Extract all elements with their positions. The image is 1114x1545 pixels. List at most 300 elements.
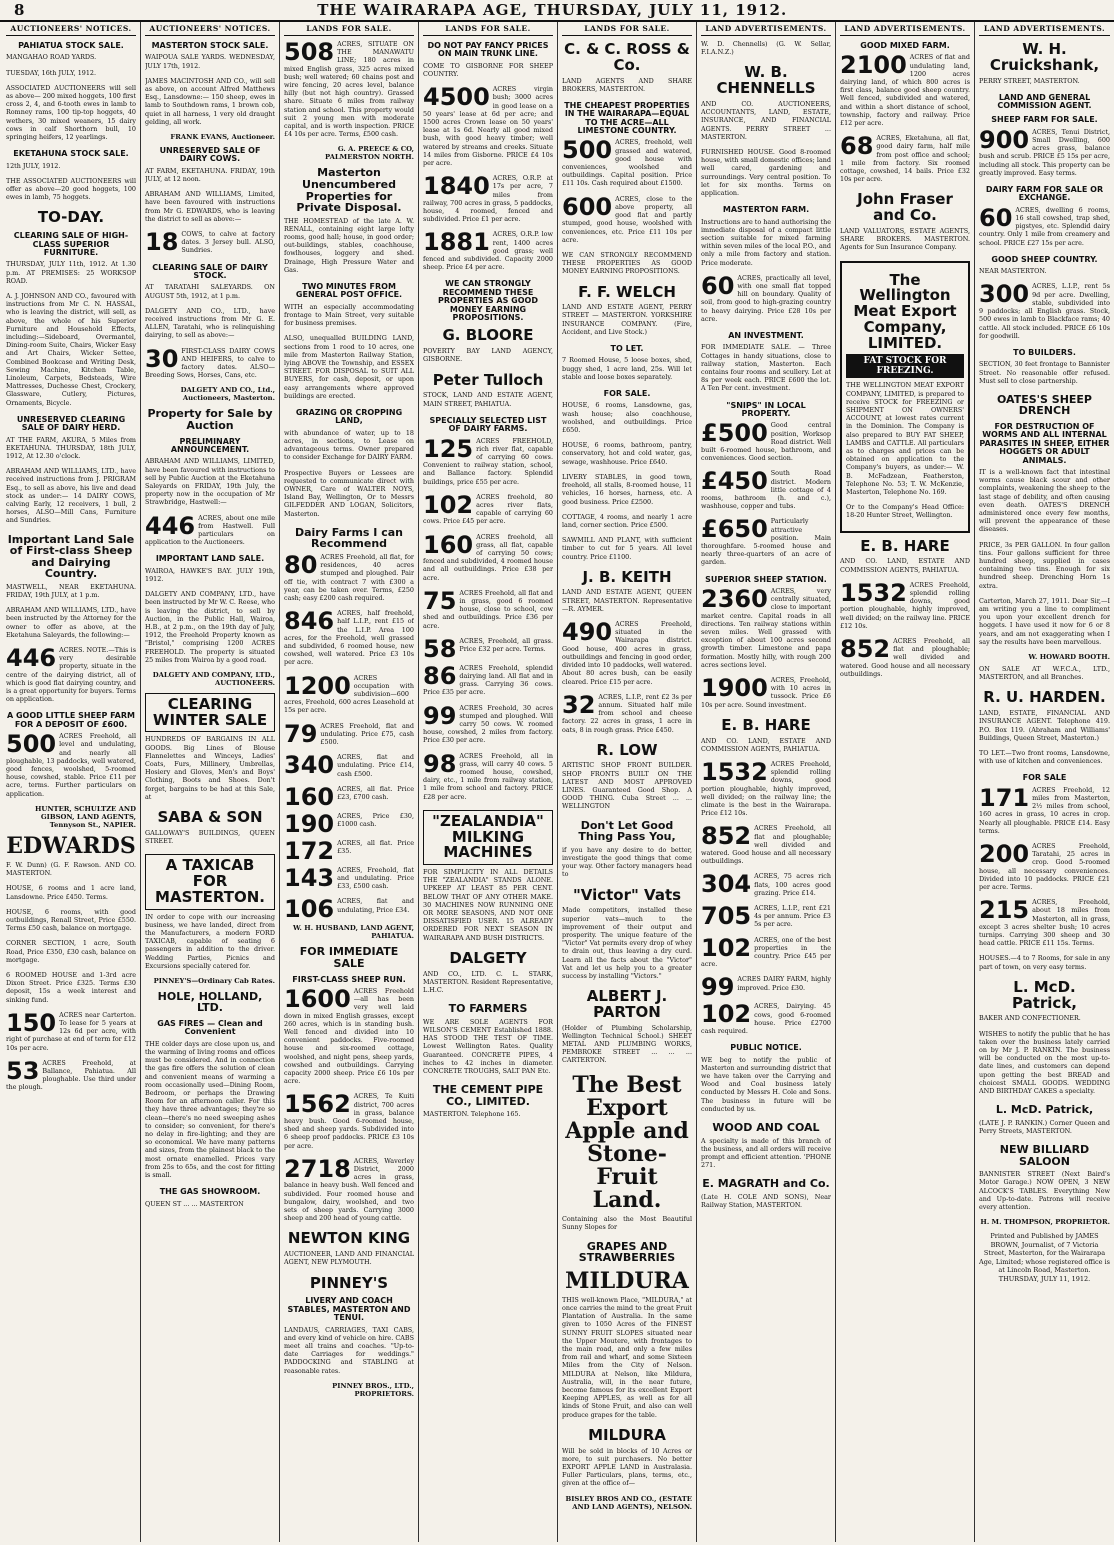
listing-text: W. D. Chennells) (G. W. Sellar, F.I.A.N.Z.) bbox=[701, 40, 831, 57]
listing-number: 2100 bbox=[840, 53, 907, 80]
ad-heading: "SNIPS" IN LOCAL PROPERTY. bbox=[726, 400, 806, 418]
listing bbox=[423, 664, 553, 700]
listing-number: 1200 bbox=[284, 673, 351, 700]
ad-heading: DALGETY bbox=[449, 948, 527, 967]
listing-text: ACRES, L.I.P., rent £2 3s per annum. Situated half mile from school and cheese factory. 22 acres in grass, 1 acre in oats, 8 in rough grass. Price £450. bbox=[562, 692, 692, 734]
listing-number: 79 bbox=[284, 721, 318, 748]
listing-text: ACRES Freehold, all flat and in grass, good 6 roomed house, close to school, cow shed and outbuildings. Price £36 per acre. bbox=[423, 588, 553, 630]
column-5 bbox=[558, 22, 697, 1542]
listing-text: PRICE, 3s PER GALLON. In four gallon tins. Four gallons sufficient for three hundred sheep, supplied in cases containing two tins. Enough for six hundred sheep. Drenching Horn 1s extra. bbox=[979, 540, 1110, 590]
listing-text: POVERTY BAY LAND AGENCY, GISBORNE. bbox=[423, 347, 553, 364]
listing bbox=[284, 1326, 414, 1378]
listing bbox=[145, 567, 275, 586]
listing-number: 160 bbox=[284, 784, 335, 808]
ad-heading: THE GAS SHOWROOM. bbox=[159, 1187, 261, 1197]
listing-number: 150 bbox=[6, 1010, 57, 1037]
listing-number: 1900 bbox=[701, 676, 768, 703]
listing bbox=[979, 1014, 1110, 1025]
listing bbox=[701, 100, 831, 144]
listing-text: DALGETY AND COMPANY, LTD., have been instructed by Mr W. C. Reese, who is leaving the district, to sell by Auction, in the Public Hall, Wairoa, H.B., at 2 p.m., on the 19th day of July, 1912, the Freehold Property known as "Bristol," comprising 1200 ACRES FREEHOLD. The property is situated 25 miles from Wairoa by a good road. bbox=[145, 590, 275, 664]
ad-heading: MILDURA bbox=[565, 1267, 689, 1294]
listing-text: ACRES Freehold, all level and undulating, and nearly all ploughable, 13 paddocks, well watered, good fences, woolshed, 5-roomed house, cowshed, stable. Price £11 per acre, terms. Further particulars on application. bbox=[6, 732, 136, 798]
listing bbox=[979, 749, 1110, 768]
listing-text: ABRAHAM AND WILLIAMS, LTD., have been instructed by the Attorney for the owner to offer as above, at the Eketahuna Saleyards, the following:— bbox=[6, 606, 136, 639]
listing-text: AND CO. LAND, ESTATE AND COMMISSION AGENTS, PAHIATUA. bbox=[701, 736, 831, 753]
listing bbox=[701, 274, 831, 326]
listing-number: 86 bbox=[423, 663, 457, 690]
ad-heading: TO BUILDERS. bbox=[1013, 347, 1076, 357]
listing bbox=[562, 473, 692, 509]
listing bbox=[145, 829, 275, 848]
listing bbox=[979, 842, 1110, 894]
listing-text: BAKER AND CONFECTIONER. bbox=[979, 1014, 1081, 1023]
listing bbox=[701, 676, 831, 712]
listing-number: 500 bbox=[6, 732, 57, 759]
listing-text: 6 ROOMED HOUSE and 1-3rd acre Dixon Street. Price £325. Terms £30 deposit, 15s a week interest and sinking fund. bbox=[6, 970, 136, 1004]
listing-text: MASTERTON. Telephone 165. bbox=[423, 1110, 521, 1119]
listing bbox=[284, 812, 414, 835]
listing-text: WE CAN STRONGLY RECOMMEND THESE PROPERTIES AS GOOD MONEY EARNING PROPOSITIONS. bbox=[562, 250, 692, 276]
listing-text: ARTISTIC SHOP FRONT BUILDER. SHOP FRONTS BUILT ON THE LATEST AND MOST APPROVED LINES. Guaranteed Good Shop. A GOOD THING. Cuba Street ... ... WELLINGTON bbox=[562, 761, 692, 811]
listing-number: 99 bbox=[701, 975, 735, 999]
listing-text: ACRES Freehold, splendid rolling downs, good portion ploughable, highly improved, well divided; on the railway line. PRICE £12 10s. bbox=[840, 580, 970, 630]
column-heading: AUCTIONEERS' NOTICES. bbox=[6, 24, 136, 36]
listing-number: 846 bbox=[284, 609, 335, 636]
boxed-advertisement bbox=[840, 261, 970, 533]
listing bbox=[701, 469, 831, 513]
newspaper-title: THE WAIRARAPA AGE, THURSDAY, JULY 11, 1912. bbox=[317, 1, 788, 19]
advertiser-signature: FRANK EVANS, Auctioneer. bbox=[170, 133, 275, 142]
column-heading: LAND ADVERTISEMENTS. bbox=[701, 24, 831, 36]
listing-number: 171 bbox=[979, 785, 1030, 812]
listing bbox=[6, 1059, 136, 1095]
column-8 bbox=[975, 22, 1114, 1542]
listing-text: COME TO GISBORNE FOR SHEEP COUNTRY. bbox=[423, 61, 553, 78]
listing-number: 490 bbox=[562, 620, 613, 647]
ad-heading: MASTERTON FARM. bbox=[722, 205, 810, 215]
listing bbox=[423, 174, 553, 226]
listing-text: FURNISHED HOUSE. Good 8-roomed house, with small domestic offices; land well cared, gardening and surroundings. Very central position. To let for six months. Terms on application. bbox=[701, 147, 831, 197]
listing-text: THE ASSOCIATED AUCTIONEERS will offer as above—20 good hoggets, 100 ewes in lamb, 75 hoggets. bbox=[6, 176, 136, 202]
listing bbox=[846, 381, 964, 499]
listing-text: ACRES, L.I.P., rent 5s 9d per acre. Dwelling, stable, subdivided into 9 paddocks; all English grass. Stock, 500 ewes in lamb to Blackface rams; 40 cattle. All stock included. PRICE £6 10s for goodwill. bbox=[979, 282, 1110, 340]
listing-text: ACRES, Waverley District, 2000 acres in grass, balance in heavy bush. Well fenced and subdivided. Four roomed house and bungalow, dairy, woolshed, and two sets of sheep yards. Carrying 3000 sheep and 200 head of young cattle. bbox=[284, 1156, 414, 1223]
listing bbox=[6, 583, 136, 602]
listing bbox=[979, 128, 1110, 180]
listing-number: 1840 bbox=[423, 174, 490, 201]
listing-text: FOR IMMEDIATE SALE. — Three Cottages in handy situations, close to railway station, Masterton. Each contains four rooms and scullery. Let at 8s per week each. PRICE £600 the lot. A Ten Per cent. investment. bbox=[701, 343, 831, 393]
listing bbox=[145, 1040, 275, 1182]
listing-text: ACRES Freehold, all in grass, will carry 40 cows. 5 roomed house, cowshed, dairy, etc., 1 mile from railway station, 1 mile from school and factory. PRICE £28 per acre. bbox=[423, 751, 553, 801]
listing bbox=[284, 785, 414, 808]
listing-text: AND CO. AUCTIONEERS, ACCOUNTANTS, LAND, ESTATE, INSURANCE, AND FINANCIAL AGENTS. PERRY STREET ... MASTERTON. bbox=[701, 99, 831, 141]
listing bbox=[145, 283, 275, 302]
listing bbox=[423, 493, 553, 529]
listing bbox=[6, 84, 136, 144]
listing-text: ACRES Freehold—all has been very well laid down in mixed English grasses, except 260 acres, which is in standing bush. Well fenced and divided into 10 convenient paddocks. Five-roomed house and six-roomed cottage, woolshed, and night pens, sheep yards, cowshed and outbuildings. Carrying capacity 2000 sheep. Price £6 10s per acre. bbox=[284, 986, 414, 1086]
page-columns bbox=[2, 22, 1112, 1542]
ad-heading: WE CAN STRONGLY RECOMMEND THESE PROPERTIES AS GOOD MONEY EARNING PROPOSITIONS. bbox=[438, 279, 538, 323]
listing bbox=[284, 1250, 414, 1269]
listing bbox=[701, 343, 831, 395]
listing-text: ACRES freehold, 80 acres river flats, capable of carrying 60 cows. Price £45 per acre. bbox=[423, 492, 553, 526]
advertiser-signature: PINNEY'S—Ordinary Cab Rates. bbox=[153, 976, 275, 985]
listing bbox=[6, 908, 136, 936]
listing-text: DALGETY AND CO., LTD., have received instructions from Mr G. E. ALLEN, Taratahi, who is relinquishing dairying, to sell as above:— bbox=[145, 306, 275, 340]
listing bbox=[423, 970, 553, 998]
listing bbox=[284, 303, 414, 331]
ad-heading: GOOD SHEEP COUNTRY. bbox=[991, 254, 1098, 264]
ad-heading: LAND AND GENERAL COMMISSION AGENT. bbox=[997, 92, 1092, 111]
listing-text: LAND AND ESTATE AGENT, PERRY STREET — MASTERTON. YORKSHIRE INSURANCE COMPANY. (Fire, Accident, and Live Stock.) bbox=[562, 303, 692, 336]
ad-heading: FOR SALE. bbox=[603, 389, 651, 399]
listing-text: SAWMILL AND PLANT, with sufficient timber to cut for 5 years. All level country. Price £1100. bbox=[562, 536, 692, 561]
ad-heading: E. MAGRATH and Co. bbox=[702, 1177, 830, 1191]
listing-number: 106 bbox=[284, 897, 335, 921]
listing-text: South Road district. Modern little cottage of 4 rooms, bathroom (h. and c.), washhouse, copper and tubs. bbox=[701, 469, 831, 511]
listing-text: ACRES Freehold, all flat and ploughable; well divided and watered. Good house and all necessary outbuildings. bbox=[840, 636, 970, 678]
listing bbox=[562, 356, 692, 384]
listing-text: ACRES Freehold, all flat and ploughable; well divided and watered. Good house and all necessary outbuildings. bbox=[701, 824, 831, 866]
listing-text: TUESDAY, 16th JULY, 1912. bbox=[6, 68, 97, 77]
column-6 bbox=[697, 22, 836, 1542]
listing-text: ABRAHAM AND WILLIAMS, LIMITED, have been favoured with instructions to sell by Public Auction at the Eketahuna Saleyards on FRIDAY, 19th July, the property now in the occupation of Mr Strawbridge, Hastwell:— bbox=[145, 457, 275, 507]
listing-text: LANDAUS, CARRIAGES, TAXI CABS, and every kind of vehicle on hire. CABS meet all trains and coaches. "Up-to-date Carriages for weddings." PADDOCKING and STABLING at reasonable rates. bbox=[284, 1325, 414, 1375]
listing-text: ACRES DAIRY FARM, highly improved. Price £30. bbox=[737, 975, 831, 992]
ad-heading: SUPERIOR SHEEP STATION. bbox=[705, 574, 827, 584]
listing-text: LAND AND ESTATE AGENT, QUEEN STREET, MASTERTON. Representative—R. AYMER. bbox=[562, 588, 692, 613]
listing bbox=[701, 1056, 831, 1116]
listing bbox=[701, 421, 831, 465]
listing bbox=[284, 866, 414, 894]
listing bbox=[6, 606, 136, 642]
advertiser-signature: DALGETY AND CO., Ltd., Auctioneers, Masterton. bbox=[180, 386, 275, 403]
listing bbox=[979, 1030, 1110, 1099]
listing-text: MASTWELL, NEAR EKETAHUNA. FRIDAY, 19th JULY, at 1 p.m. bbox=[6, 582, 136, 599]
listing bbox=[423, 637, 553, 660]
listing-text: A. J. JOHNSON AND CO., favoured with instructions from Mr C. N. HASSAL, who is leaving the district, will sell, as above, the whole of his Superior Furniture and Household Effects, including:—Sideboard, Overmantel, Dining-room Suite, Chairs, Wicker Easy and Art Chairs, Wicker Settee, Combined Bookcase and Writing Desk, Sewing Machine, Kitchen Table, Linoleum, Carpets, Bedsteads, Wire Mattresses, Duchesse Chest, Crockery, Glassware, Cutlery, Pictures, Ornaments, Bicycle. bbox=[6, 291, 136, 407]
listing-text: THURSDAY, JULY 11th, 1912. At 1.30 p.m. AT PREMISES: 25 WORKSOP ROAD. bbox=[6, 260, 136, 285]
ad-heading: A TAXICAB FOR MASTERTON. bbox=[145, 854, 275, 909]
ad-heading: FOR IMMEDIATE SALE bbox=[299, 945, 399, 970]
listing-text: ACRES, all flat. Price £23, £700 cash. bbox=[337, 784, 414, 802]
listing-text: ON SALE AT W.F.C.A., LTD., MASTERTON, and all Branches. bbox=[979, 665, 1110, 682]
listing-text: HOUSE, 6 rooms, bathroom, pantry, conservatory, hot and cold water, gas, sewage, washhouse. Price £640. bbox=[562, 441, 692, 466]
listing-number: 215 bbox=[979, 898, 1030, 925]
listing bbox=[979, 360, 1110, 388]
listing-text: ACRES, O.R.P. at 17s per acre, 7 miles from railway, 700 acres in grass, 5 paddocks, house, 4 roomed, fenced and subdivided. Price £1 per acre. bbox=[423, 174, 553, 224]
listing-text: ACRES Freehold, all flat, for residences, 40 acres stumped and ploughed. Pair off tie, with contract 7 with £300 a year, can be taken over. Terms, £250 cash; easy £200 cash required. bbox=[284, 552, 414, 602]
listing bbox=[979, 1119, 1110, 1138]
listing-text: JAMES MACINTOSH AND CO., will sell as above, on account Alfred Matthews Esq., Lansdowne:— 150 sheep, ewes in lamb to Southdown rams, 1 brown cob, quiet in all harness, 1 very old draught gelding, all work. bbox=[145, 76, 275, 126]
listing bbox=[423, 437, 553, 489]
listing bbox=[562, 1296, 692, 1422]
listing-text: ALSO, unequalled BUILDING LAND, sections from 1 rood to 10 acres, one mile from Masterton Railway Station, lying ABOVE the Township, and ESSEX STREET. FOR DISPOSAL to SUIT ALL BUYERS, for cash, deposit, or upon easy arrangements where approved buildings are erected. bbox=[284, 334, 414, 400]
ad-heading: GRAPES AND STRAWBERRIES bbox=[578, 1239, 676, 1265]
listing-number: 68 bbox=[840, 134, 874, 161]
listing-number: 4500 bbox=[423, 85, 490, 112]
listing bbox=[145, 307, 275, 343]
listing-text: BANNISTER STREET (Next Baird's Motor Garage.) NOW OPEN, 3 NEW ALCOCK'S TABLES. Everything New and Up-to-date. Patrons will receive every attention. bbox=[979, 1170, 1110, 1212]
listing-text: Instructions are to hand authorising the immediate disposal of a compact little section suitable for mixed farming within seven miles of the local P.O., and only a mile from factory and station. Price moderate. bbox=[701, 217, 831, 267]
listing-text: AND CO., LTD. C. L. STARK, MASTERTON. Resident Representative, L.H.C. bbox=[423, 969, 553, 995]
listing-text: LAND VALUATORS, ESTATE AGENTS, SHARE BROKERS. MASTERTON. Agents for Sun Insurance Company. bbox=[840, 226, 970, 252]
listing-number: 53 bbox=[6, 1058, 40, 1085]
listing bbox=[701, 824, 831, 868]
page-number: 8 bbox=[14, 1, 25, 19]
listing bbox=[562, 536, 692, 564]
listing bbox=[284, 674, 414, 718]
listing bbox=[145, 590, 275, 667]
listing bbox=[562, 588, 692, 616]
listing-number: 80 bbox=[284, 552, 318, 579]
listing-text: AUCTIONEER, LAND AND FINANCIAL AGENT, NEW PLYMOUTH. bbox=[284, 1250, 414, 1267]
listing bbox=[562, 906, 692, 983]
listing-text: WE ARE SOLE AGENTS FOR WILSON'S CEMENT Established 1888. HAS STOOD THE TEST OF TIME. Lowest Wellington Rates. Quality Guaranteed. CONCRETE PIPES, 4 inches to 42 inches in diameter. CONCRETE TROUGHS, SALT PAN Etc. bbox=[423, 1017, 553, 1076]
listing-text: ABRAHAM AND WILLIAMS, Limited, have been favoured with instructions from Mr G. EDWARDS, who is leaving the district to sell as above:— bbox=[145, 190, 275, 223]
listing-number: 304 bbox=[701, 872, 752, 899]
listing bbox=[6, 1011, 136, 1055]
listing-text: AT FARM, EKETAHUNA. FRIDAY, 19th JULY, at 12 noon. bbox=[145, 166, 275, 183]
listing bbox=[6, 884, 136, 903]
listing-text: LIVERY STABLES, in good town, freehold, all stalls, 8-roomed house, 11 vehicles, 16 horses, harness, etc. A good business. Price £2500. bbox=[562, 472, 692, 506]
listing-text: IT is a well-known fact that intestinal worms cause black scour and other complaints, weakening the sheep to the last stage of debility, and often causing even death. OATES'S DRENCH administered once every few months, will prevent the appearance of these diseases. bbox=[979, 467, 1110, 534]
listing-number: 340 bbox=[284, 753, 335, 780]
column-heading: LANDS FOR SALE. bbox=[423, 24, 553, 36]
listing bbox=[145, 1200, 275, 1211]
listing bbox=[701, 40, 831, 59]
listing-text: FOR SIMPLICITY IN ALL DETAILS THE "ZEALANDIA" STANDS ALONE. UPKEEP AT LEAST 85 PER CENT. BELOW THAT OF ANY OTHER MAKE. 30 MACHINES NOW RUNNING ONE OR MORE SEASONS, AND NOT ONE DISSATISFIED USER. 15 ALREADY ORDERED FOR NEXT SEASON IN WAIRARAPA AND BUSH DISTRICTS. bbox=[423, 868, 553, 942]
column-3 bbox=[280, 22, 419, 1542]
listing bbox=[701, 1193, 831, 1212]
listing bbox=[979, 282, 1110, 342]
ad-heading: J. B. KEITH bbox=[582, 567, 672, 586]
listing bbox=[145, 735, 275, 804]
listing bbox=[284, 987, 414, 1088]
listing-number: 446 bbox=[145, 513, 196, 540]
listing-text: ACRES Freehold, 30 acres stumped and ploughed. Will carry 50 cows. W. roomed house, cowshed, 2 miles from factory. Price £30 per acre. bbox=[423, 703, 553, 745]
listing-text: COWS, to calve at factory dates. 3 Jersey bull. ALSO, Sundries. bbox=[181, 230, 275, 255]
listing-number: 102 bbox=[701, 1002, 752, 1029]
ad-heading: NEW BILLIARD SALOON bbox=[999, 1143, 1090, 1168]
listing-text: HOUSE, 6 rooms, Lansdowne, gas, wash house; also coachhouse, woolshed, and outbuildings. Price £650. bbox=[562, 401, 692, 435]
ad-heading: The Best Export Apple and Stone-Fruit Land. bbox=[565, 1071, 689, 1214]
listing-text: with abundance of water, up to 18 acres, in sections, to Lease on advantageous terms. Owner prepared to consider Exchange for DAIRY FARM. bbox=[284, 428, 414, 462]
ad-heading: CLEARING SALE OF HIGH-CLASS SUPERIOR FURNITURE. bbox=[13, 231, 129, 257]
advertiser-signature: BISLEY BROS AND CO., (ESTATE AND LAND AGENTS), NELSON. bbox=[565, 1494, 692, 1511]
listing-number: 99 bbox=[423, 703, 457, 730]
ad-heading: TO FARMERS bbox=[448, 1002, 528, 1016]
ad-heading: ALBERT J. PARTON bbox=[586, 987, 668, 1021]
listing bbox=[840, 53, 970, 130]
listing-text: HOUSE, 6 rooms, with good outbuildings, Renall Street, Price £550. Terms £50 cash, balance on mortgage. bbox=[6, 907, 136, 933]
ad-heading: R. LOW bbox=[596, 740, 658, 759]
listing bbox=[701, 148, 831, 200]
listing bbox=[979, 77, 1110, 88]
listing-text: PERRY STREET, MASTERTON. bbox=[979, 76, 1080, 85]
listing-text: ACRES, Dairying. 45 cows, good 6-roomed house. Price £2700 cash required. bbox=[701, 1002, 831, 1036]
listing-text: THIS well-known Place, "MILDURA," at once carries the mind to the great Fruit Plantation of Australia. In the same given to 1050 Acres of the FINEST SUNNY FRUIT SLOPES situated near the Upper Moutere, with frontages to the main road, and only a few miles from rail and wharf, and some Sixteen Miles from the City of Nelson. MILDURA at Nelson, like Mildura, Australia, will, in the near future, become famous for its excellent Export Keeping APPLES, as well as for all kinds of Stone Fruit, and also can well produce grapes for the table. bbox=[562, 1295, 692, 1419]
listing-number: 1600 bbox=[284, 986, 351, 1013]
listing-text: COTTAGE, 4 rooms, and nearly 1 acre land, corner section. Price £500. bbox=[562, 512, 692, 529]
listing-number: 1532 bbox=[840, 580, 907, 607]
listing-text: ACRES, practically all level, with one small flat topped hill on boundary. Quality of soil, from good to high-grazing country to heavy dairying. Price £28 10s per acre. bbox=[701, 273, 831, 323]
ad-heading: PRELIMINARY ANNOUNCEMENT. bbox=[170, 436, 250, 454]
listing-number: 2360 bbox=[701, 587, 768, 613]
ad-heading: The Wellington Meat Export Company, LIMITED. bbox=[853, 270, 957, 352]
listing bbox=[284, 753, 414, 781]
listing-number: 1532 bbox=[701, 760, 768, 786]
listing bbox=[6, 162, 136, 173]
listing-text: ACRES. NOTE.—This is very desirable property, situate in the centre of the dairying district, all of which is good flat dairying country, and is a great opportunity for buyers. Terms on application. bbox=[6, 646, 136, 704]
listing bbox=[979, 786, 1110, 838]
listing bbox=[284, 553, 414, 605]
listing-number: 30 bbox=[145, 346, 179, 373]
advertiser-signature: W. HOWARD BOOTH. bbox=[1028, 653, 1110, 662]
listing-number: 125 bbox=[423, 436, 474, 463]
listing-text: WITH an especially accommodating frontage to Main Street, very suitable for business premises. bbox=[284, 302, 414, 328]
listing-number: 172 bbox=[284, 838, 335, 862]
listing-text: ACRES Freehold, at Ballance, Pahiatua. All ploughable. Use third under the plough. bbox=[6, 1058, 136, 1092]
ad-heading: SPECIALLY SELECTED LIST OF DAIRY FARMS. bbox=[429, 415, 547, 434]
listing-text: Or to the Company's Head Office: 18-20 Hunter Street, Wellington. bbox=[846, 503, 964, 520]
listing-number: 852 bbox=[701, 824, 752, 851]
listing-number: 190 bbox=[284, 811, 335, 835]
ad-heading: L. McD. Patrick, bbox=[1012, 977, 1077, 1012]
listing-text: WE beg to notify the public of Masterton and surrounding district that we have taken over the Carrying and Wood and Coal business lately conducted by Messrs H. Cole and Sons. The business in future will be conducted by us. bbox=[701, 1055, 831, 1113]
listing bbox=[840, 557, 970, 576]
listing-number: 18 bbox=[145, 230, 179, 257]
listing-text: A specialty is made of this branch of the business, and all orders will receive prompt and efficient attention. 'PHONE 271. bbox=[701, 1136, 831, 1170]
ad-heading: TO LET. bbox=[610, 344, 644, 354]
listing bbox=[979, 597, 1110, 649]
listing bbox=[701, 975, 831, 998]
ad-heading: GAS FIRES — Clean and Convenient bbox=[157, 1019, 263, 1037]
listing-number: 508 bbox=[284, 40, 335, 66]
ad-heading: F. F. WELCH bbox=[578, 282, 676, 301]
listing bbox=[562, 513, 692, 532]
listing bbox=[145, 77, 275, 129]
listing bbox=[979, 709, 1110, 745]
listing bbox=[979, 206, 1110, 250]
listing bbox=[840, 581, 970, 633]
listing-number: 60 bbox=[979, 205, 1013, 232]
listing-number: 1562 bbox=[284, 1092, 351, 1119]
listing bbox=[145, 190, 275, 226]
listing-text: ACRES of flat and undulating land, 1200 acres dairying land, of which 800 acres is first class, balance good sheep country. Well fenced, subdivided and watered, and within a short distance of school, township, factory and railway. Price £12 per acre. bbox=[840, 53, 970, 128]
listing-text: AT THE FARM, AKURA, 5 Miles from EKETAHUNA. THURSDAY, 18th JULY, 1912, At 12.30 o'clock. bbox=[6, 435, 136, 460]
listing-number: 160 bbox=[423, 532, 474, 559]
listing-text: ABRAHAM AND WILLIAMS, LTD., have received instructions from J. PRIGRAM Esq., to sell as above, his live and dead stock as under:— 14 DAIRY COWS, calving Early, 12 receivers, 1 bull, 2 horses, ALSO—Mill Cans, Furniture and Sundries. bbox=[6, 467, 136, 525]
listing-text: ACRES, Freehold, all grass. Price £32 per acre. Terms. bbox=[459, 636, 553, 653]
listing bbox=[562, 195, 692, 247]
listing-number: 98 bbox=[423, 751, 457, 778]
listing-text: ACRES, very centrally situated, close to important market centre. Capital roads in all directions. Ten railway stations within seven miles. Well grassed with exception of about 100 acres second growth timber. Limestone and papa formation. Mostly hilly, with rough 200 acres sections level. bbox=[701, 587, 831, 669]
listing bbox=[701, 872, 831, 900]
ad-heading: FIRST-CLASS SHEEP RUN. bbox=[292, 974, 406, 984]
ad-heading: Important Land Sale of First-class Sheep and Dairying Country. bbox=[7, 532, 135, 581]
advertiser-signature: PINNEY BROS., LTD., PROPRIETORS. bbox=[332, 1381, 414, 1398]
ad-heading: UNRESERVED SALE OF DAIRY COWS. bbox=[159, 146, 261, 164]
ad-heading: Dairy Farms I can Recommend bbox=[294, 525, 403, 551]
listing bbox=[423, 704, 553, 748]
listing-number: 900 bbox=[979, 127, 1030, 154]
ad-heading: Don't Let Good Thing Pass You, bbox=[578, 818, 676, 844]
ad-heading: MASTERTON STOCK SALE. bbox=[151, 41, 269, 50]
listing bbox=[979, 468, 1110, 537]
listing bbox=[423, 85, 553, 170]
listing-text: Made competitors, installed these superior vats—much to the improvement of their output and prosperity. The unique feature of the "Victor" Vat permits every drop of whey to drain out, thus leaving a dry curd. Learn all the facts about the "Victor" Vat and let us help you to a greater success by installing "Victors." bbox=[562, 906, 692, 980]
listing-text: GALLOWAY'S BUILDINGS, QUEEN STREET. bbox=[145, 828, 275, 846]
listing bbox=[701, 1137, 831, 1173]
listing-text: LAND, ESTATE, FINANCIAL AND INSURANCE AGENT. Telephone 419. P.O. Box 119. (Abraham and Williams' Buildings, Queen Street, Masterton.) bbox=[979, 709, 1110, 742]
listing bbox=[6, 732, 136, 801]
listing bbox=[145, 230, 275, 258]
ad-heading: GOOD MIXED FARM. bbox=[860, 41, 950, 50]
listing bbox=[6, 69, 136, 80]
listing bbox=[6, 436, 136, 464]
listing-text: FIRST-CLASS DAIRY COWS AND HEIFERS, to calve to factory dates. ALSO—Breeding Sows, Horses, Cans, etc. bbox=[145, 346, 275, 380]
listing-text: (LATE J. P. RANKIN.) Corner Queen and Perry Streets, MASTERTON. bbox=[979, 1118, 1110, 1135]
listing-text: WISHES to notify the public that he has taken over the business lately carried on by Mr J. P. RANKIN. The business will be conducted on the most up-to-date lines, and customers can depend upon getting the best BREAD and choicest SMALL GOODS. WEDDING AND BIRTHDAY CAKES a specialty. bbox=[979, 1029, 1110, 1095]
imprint-footer: Printed and Published by JAMES BROWN, Journalist, of 7 Victoria Street, Masterton, for the Wairarapa Age, Limited; whose registered office is at Lincoln Road, Masterton. THURSDAY, JULY 11, 1912. bbox=[979, 1232, 1111, 1283]
listing bbox=[423, 230, 553, 274]
listing bbox=[423, 391, 553, 410]
ad-heading: NEWTON KING bbox=[287, 1229, 411, 1248]
listing bbox=[423, 62, 553, 81]
listing bbox=[562, 1215, 692, 1234]
listing bbox=[284, 609, 414, 669]
listing-text: IN order to cope with our increasing business, we have landed, direct from the Manufacturers, a modern FORD TAXICAB, capable of seating 6 passengers in addition to the driver. Wedding Parties, Picnics and Excursions specially catered for. bbox=[145, 912, 275, 970]
listing bbox=[423, 1110, 553, 1121]
listing-text: Containing also the Most Beautiful Sunny Slopes for bbox=[562, 1215, 692, 1232]
listing-number: 102 bbox=[701, 935, 752, 962]
listing-text: SECTION, 30 feet frontage to Bannister Street. No reasonable offer refused. Must sell to close partnership. bbox=[979, 360, 1110, 385]
listing-number: 143 bbox=[284, 865, 335, 892]
column-heading: AUCTIONEERS' NOTICES. bbox=[145, 24, 275, 36]
ad-heading: EKETAHUNA STOCK SALE. bbox=[13, 149, 129, 159]
listing-text: ACRES Freehold, flat and undulating. Price £75, cash £500. bbox=[320, 721, 414, 747]
listing bbox=[562, 620, 692, 689]
banner-bar: FAT STOCK FOR FREEZING. bbox=[846, 354, 964, 378]
listing-text: ASSOCIATED AUCTIONEERS will sell as above— 200 mixed hoggets, 100 first cross 2, 4, and 6-tooth ewes in lamb to Romney rams, 100 tip-top hoggets, 40 wethers, 30 mixed weaners, 15 dairy cows in calf Shorthorn bull, 10 springing heifers, 12 yearlings. bbox=[6, 83, 136, 142]
listing-number: 200 bbox=[979, 842, 1030, 868]
listing bbox=[562, 693, 692, 737]
listing bbox=[284, 334, 414, 403]
listing-number: 75 bbox=[423, 588, 457, 615]
listing bbox=[840, 637, 970, 681]
column-1 bbox=[2, 22, 141, 1542]
ad-heading: OATES'S SHEEP DRENCH bbox=[997, 392, 1092, 418]
ad-heading: AN INVESTMENT. bbox=[728, 330, 804, 340]
listing bbox=[979, 898, 1110, 950]
listing-number: 60 bbox=[701, 273, 735, 300]
listing bbox=[701, 936, 831, 972]
listing-text: ACRES FREEHOLD, rich river flat, capable of carrying 60 cows. Convenient to railway station, school, and Ballance factory. Splendid buildings, price £55 per acre. bbox=[423, 436, 553, 486]
listing bbox=[562, 303, 692, 339]
listing-text: HOUSES.—4 to 7 Rooms, for sale in any part of town, on very easy terms. bbox=[979, 954, 1110, 971]
ad-heading: THE CHEAPEST PROPERTIES IN THE WAIRARAPA—EQUAL TO THE ACRE—ALL LIMESTONE COUNTRY. bbox=[564, 100, 690, 136]
listing bbox=[284, 1092, 414, 1152]
listing bbox=[423, 533, 553, 585]
listing-text: ACRES, Freehold, flat and undulating. Price £33, £500 cash. bbox=[337, 865, 414, 891]
listing-text: ACRES, 75 acres rich flats, 100 acres good grazing. Price £14. bbox=[754, 872, 831, 897]
listing bbox=[284, 429, 414, 465]
ad-heading: DAIRY FARM FOR SALE OR EXCHANGE. bbox=[985, 185, 1104, 203]
listing-text: 7 Roomed House, 5 loose boxes, shed, buggy shed, 1 acre land, 25s. Will let stable and loose boxes separately. bbox=[562, 356, 692, 381]
listing-text: STOCK, LAND AND ESTATE AGENT, MAIN STREET, PAHIATUA. bbox=[423, 391, 553, 408]
ad-heading: Property for Sale by Auction bbox=[147, 407, 273, 432]
